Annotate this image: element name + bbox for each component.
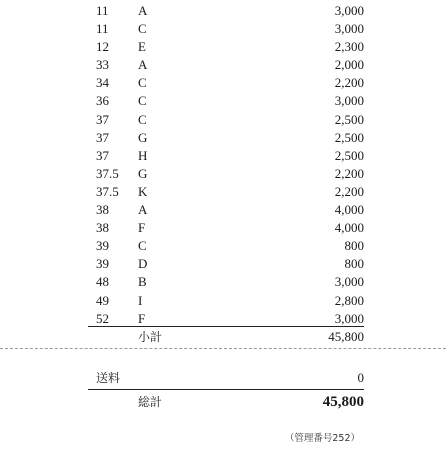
table-row bbox=[88, 273, 364, 291]
subtotal-label: 小計 bbox=[138, 330, 163, 344]
grade-cell: C bbox=[138, 238, 147, 254]
size-cell: 38 bbox=[96, 220, 109, 236]
grade-cell: A bbox=[138, 3, 148, 18]
grade-cell: F bbox=[138, 310, 146, 326]
management-number: （管理番号252） bbox=[284, 433, 360, 444]
grade-cell: I bbox=[138, 292, 143, 308]
price-cell: 800 bbox=[344, 238, 364, 254]
table-row bbox=[88, 111, 364, 129]
size-cell: 37.5 bbox=[96, 183, 119, 199]
size-cell: 49 bbox=[96, 292, 109, 308]
size-cell: 33 bbox=[96, 57, 109, 73]
table-row bbox=[88, 165, 364, 183]
price-cell: 2,500 bbox=[334, 129, 364, 145]
total-value: 45,800 bbox=[322, 394, 364, 410]
table-row bbox=[88, 147, 364, 165]
shipping-row bbox=[88, 369, 364, 387]
price-cell: 3,000 bbox=[334, 93, 364, 109]
size-cell: 11 bbox=[96, 3, 109, 18]
size-cell: 48 bbox=[96, 274, 109, 290]
size-cell: 34 bbox=[96, 75, 109, 91]
total-divider bbox=[88, 389, 364, 390]
price-cell: 800 bbox=[344, 256, 364, 272]
price-cell: 3,000 bbox=[334, 310, 364, 326]
size-cell: 37 bbox=[96, 111, 109, 127]
size-cell: 37.5 bbox=[96, 165, 119, 181]
size-cell: 12 bbox=[96, 39, 109, 55]
total-row bbox=[88, 392, 364, 412]
table-row bbox=[88, 129, 364, 147]
size-cell: 37 bbox=[96, 129, 109, 145]
size-cell: 52 bbox=[96, 310, 109, 326]
table-row bbox=[88, 255, 364, 273]
grade-cell: A bbox=[138, 57, 148, 73]
table-row bbox=[88, 38, 364, 56]
grade-cell: B bbox=[138, 274, 147, 290]
grade-cell: F bbox=[138, 220, 146, 236]
subtotal-row bbox=[88, 328, 364, 346]
grade-cell: E bbox=[138, 39, 146, 55]
table-row bbox=[88, 20, 364, 38]
grade-cell: C bbox=[138, 75, 147, 91]
grade-cell: H bbox=[138, 147, 148, 163]
table-row bbox=[88, 310, 364, 328]
price-cell: 3,000 bbox=[334, 3, 364, 18]
price-cell: 2,300 bbox=[334, 39, 364, 55]
dashed-separator bbox=[0, 348, 446, 349]
table-row bbox=[88, 183, 364, 201]
table-row bbox=[88, 92, 364, 110]
price-cell: 4,000 bbox=[334, 202, 364, 218]
subtotal-value: 45,800 bbox=[328, 329, 364, 344]
grade-cell: G bbox=[138, 165, 148, 181]
table-row bbox=[88, 74, 364, 92]
price-cell: 2,500 bbox=[334, 111, 364, 127]
subtotal-divider bbox=[88, 326, 364, 327]
size-cell: 38 bbox=[96, 202, 109, 218]
price-cell: 3,000 bbox=[334, 21, 364, 37]
price-cell: 3,000 bbox=[334, 274, 364, 290]
total-label: 総計 bbox=[138, 395, 163, 409]
table-row bbox=[88, 2, 364, 20]
table-row bbox=[88, 292, 364, 310]
table-row bbox=[88, 237, 364, 255]
table-row bbox=[88, 201, 364, 219]
size-cell: 37 bbox=[96, 147, 109, 163]
size-cell: 39 bbox=[96, 238, 109, 254]
table-row bbox=[88, 56, 364, 74]
price-cell: 2,500 bbox=[334, 147, 364, 163]
price-cell: 2,000 bbox=[334, 57, 364, 73]
shipping-label: 送料 bbox=[96, 371, 121, 385]
grade-cell: K bbox=[138, 183, 148, 199]
price-cell: 2,800 bbox=[334, 292, 364, 308]
size-cell: 39 bbox=[96, 256, 109, 272]
size-cell: 11 bbox=[96, 21, 109, 37]
price-cell: 2,200 bbox=[334, 183, 364, 199]
grade-cell: A bbox=[138, 202, 148, 218]
grade-cell: C bbox=[138, 93, 147, 109]
price-cell: 2,200 bbox=[334, 165, 364, 181]
size-cell: 36 bbox=[96, 93, 109, 109]
grade-cell: G bbox=[138, 129, 148, 145]
item-rows bbox=[88, 2, 364, 328]
grade-cell: D bbox=[138, 256, 148, 272]
price-cell: 4,000 bbox=[334, 220, 364, 236]
shipping-value: 0 bbox=[357, 370, 364, 385]
grade-cell: C bbox=[138, 111, 147, 127]
grade-cell: C bbox=[138, 21, 147, 37]
price-cell: 2,200 bbox=[334, 75, 364, 91]
table-row bbox=[88, 219, 364, 237]
